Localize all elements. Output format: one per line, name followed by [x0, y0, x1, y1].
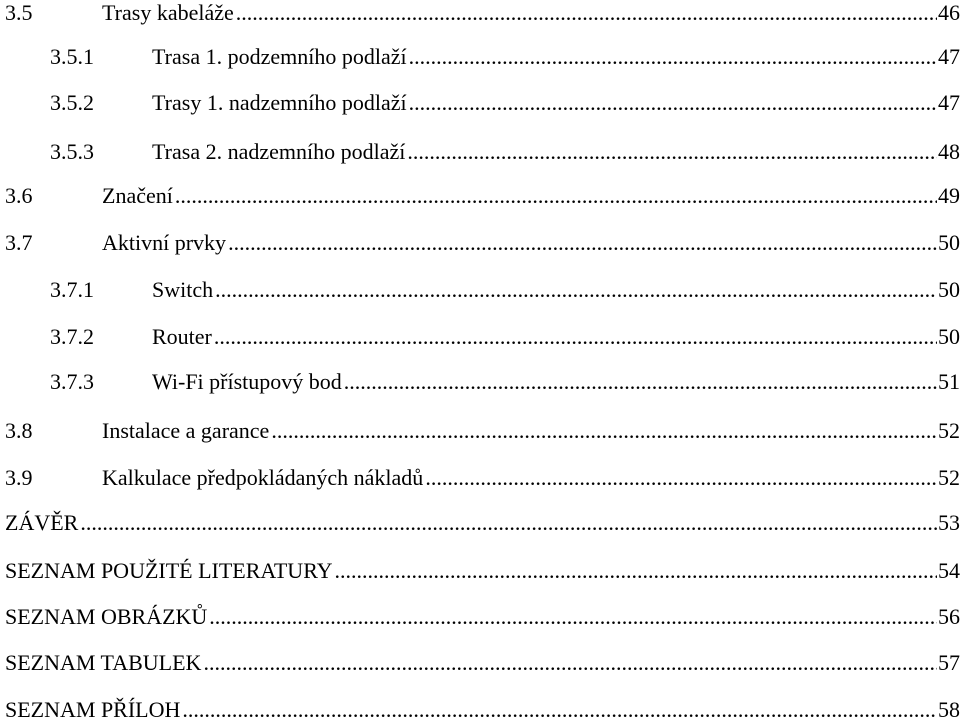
toc-entry-title: Trasy kabeláže [102, 0, 234, 25]
toc-entry-title: Switch [152, 277, 214, 302]
toc-entry-seznam-obrazku[interactable] [5, 602, 960, 632]
toc-entry-title: Trasa 2. nadzemního podlaží [152, 139, 406, 164]
toc-entry-3-8[interactable] [5, 416, 960, 446]
toc-entry-page: 51 [938, 369, 960, 394]
toc-entry-3-6[interactable] [5, 181, 960, 211]
toc-entry-page: 50 [938, 277, 960, 302]
toc-entry-number: 3.7.1 [50, 277, 94, 302]
toc-entry-page: 46 [938, 0, 960, 25]
toc-entry-3-7-1[interactable] [50, 275, 960, 305]
toc-entry-title: Aktivní prvky [102, 230, 227, 255]
dot-leader [236, 0, 937, 28]
dot-leader [228, 228, 937, 258]
toc-entry-title: SEZNAM TABULEK [5, 650, 202, 675]
toc-entry-number: 3.5.1 [50, 44, 94, 69]
toc-entry-number: 3.7.2 [50, 324, 94, 349]
dot-leader [182, 695, 937, 725]
toc-entry-3-5-2[interactable] [50, 88, 960, 118]
dot-leader [409, 42, 937, 72]
toc-entry-3-7[interactable] [5, 228, 960, 258]
toc-entry-number: 3.7 [5, 230, 33, 255]
dot-leader [175, 181, 937, 211]
toc-entry-3-7-3[interactable] [50, 367, 960, 397]
toc-entry-page: 54 [938, 558, 960, 583]
toc-entry-page: 53 [938, 510, 960, 535]
toc-entry-number: 3.7.3 [50, 369, 94, 394]
toc-entry-number: 3.9 [5, 465, 33, 490]
toc-entry-title: ZÁVĚR [5, 510, 79, 535]
dot-leader [344, 367, 937, 397]
toc-entry-page: 52 [938, 418, 960, 443]
toc-entry-page: 56 [938, 604, 960, 629]
dot-leader [425, 463, 937, 493]
toc-entry-title: Trasy 1. nadzemního podlaží [152, 90, 407, 115]
toc-entry-page: 49 [938, 183, 960, 208]
toc-entry-number: 3.8 [5, 418, 33, 443]
toc-entry-page: 47 [938, 90, 960, 115]
toc-entry-title: Instalace a garance [102, 418, 270, 443]
toc-entry-title: Trasa 1. podzemního podlaží [152, 44, 407, 69]
dot-leader [209, 602, 937, 632]
dot-leader [80, 508, 937, 538]
toc-entry-title: Značení [102, 183, 173, 208]
toc-entry-3-5[interactable] [5, 0, 960, 28]
toc-entry-page: 48 [938, 139, 960, 164]
toc-entry-seznam-tabulek[interactable] [5, 648, 960, 678]
toc-entry-page: 50 [938, 324, 960, 349]
dot-leader [214, 322, 937, 352]
toc-entry-zaver[interactable] [5, 508, 960, 538]
toc-entry-3-9[interactable] [5, 463, 960, 493]
toc-entry-title: Wi-Fi přístupový bod [152, 369, 342, 394]
toc-entry-title: SEZNAM POUŽITÉ LITERATURY [5, 558, 333, 583]
toc-entry-title: Router [152, 324, 212, 349]
toc-entry-3-5-3[interactable] [50, 137, 960, 167]
toc-entry-title: Kalkulace předpokládaných nákladů [102, 465, 424, 490]
dot-leader [271, 416, 937, 446]
toc-entry-page: 50 [938, 230, 960, 255]
dot-leader [335, 556, 937, 586]
dot-leader [203, 648, 937, 678]
dot-leader [407, 137, 937, 167]
dot-leader [215, 275, 937, 305]
toc-entry-page: 52 [938, 465, 960, 490]
toc-entry-page: 47 [938, 44, 960, 69]
toc-entry-3-7-2[interactable] [50, 322, 960, 352]
toc-entry-number: 3.5.3 [50, 139, 94, 164]
toc-entry-seznam-literatury[interactable] [5, 556, 960, 586]
toc-entry-seznam-priloh[interactable] [5, 695, 960, 725]
toc-entry-title: SEZNAM OBRÁZKŮ [5, 604, 208, 629]
toc-entry-number: 3.5 [5, 0, 33, 25]
toc-entry-3-5-1[interactable] [50, 42, 960, 72]
toc-entry-page: 57 [938, 650, 960, 675]
dot-leader [409, 88, 937, 118]
toc-entry-title: SEZNAM PŘÍLOH [5, 697, 181, 722]
toc-entry-number: 3.5.2 [50, 90, 94, 115]
toc-entry-page: 58 [938, 697, 960, 722]
toc-entry-number: 3.6 [5, 183, 33, 208]
